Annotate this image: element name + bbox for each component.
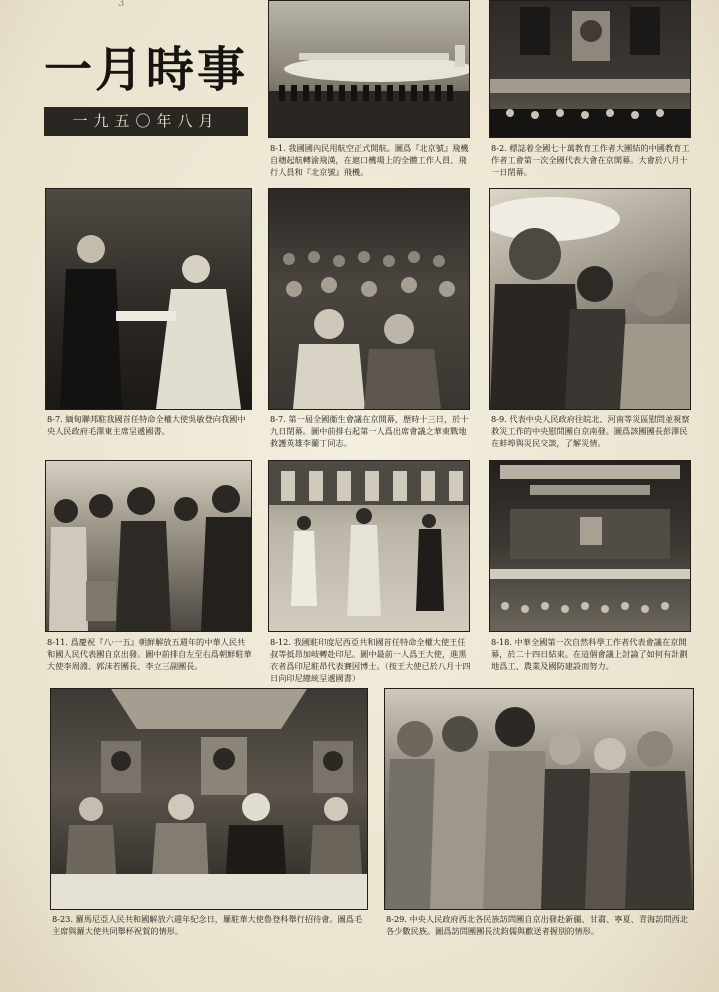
banquet-toast-photo-icon <box>51 689 367 909</box>
caption-8-12: 8-12. 我國駐印度尼西亞共和國首任特命全權大使王任叔等抵昂加岐轉赴印尼。圖中最前一人爲王大使，進黑衣者爲印尼駐昂代表賽因博士。（按王大使已於八月十四日向印尼總統呈遞國書） <box>270 637 471 683</box>
credentials-ceremony-photo <box>45 188 252 410</box>
delegation-visit-photo-icon <box>385 689 693 909</box>
caption-8-18: 8-18. 中華全國第一次自然科學工作者代表會議在京開幕，於二十四日結束。在這個會議上討論了如何有計劃地爲工、農業及國防建設而努力。 <box>491 637 688 671</box>
caption-8-9: 8-9. 代表中央人民政府往皖北、河南等災區慰問並視察救災工作的中央慰問團自京南發。圖爲該團團長彭澤民在蚌埠與災民交談，了解災情。 <box>491 414 690 448</box>
caption-8-29: 8-29. 中央人民政府西北各民族訪問團自京出發赴新疆、甘肅、寧夏、青海訪問西北各少數民族。圖爲訪問團團長沈鈞儒與歡送者握別的情形。 <box>386 914 688 936</box>
airliner-photo <box>268 0 470 138</box>
science-conference-photo <box>489 460 691 632</box>
reception-applause-photo <box>45 460 252 632</box>
corner-mark: 3 <box>118 0 125 9</box>
page-title: 一月時事 <box>44 42 249 98</box>
airport-arrival-photo <box>268 460 470 632</box>
caption-8-1: 8-1. 我國國內民用航空正式開航。圖爲『北京號』飛機自穗起航轉渝飛漢，在滬口機場上的全體工作人員、飛行人員和『北京號』飛機。 <box>270 143 469 177</box>
credentials-ceremony-photo-icon <box>46 189 251 409</box>
caption-8-23: 8-23. 羅馬尼亞人民共和國解放六週年紀念日，羅駐華大使魯登科舉行招待會。圖爲毛主席與羅大使共同舉杯祝賀的情形。 <box>52 914 363 936</box>
airport-arrival-photo-icon <box>269 461 469 631</box>
reception-applause-photo-icon <box>46 461 251 631</box>
caption-8-2: 8-2. 標誌着全國七十萬教育工作者大團結的中國教育工作者工會第一次全國代表大會在京開幕。大會於八月十一日閉幕。 <box>491 143 690 177</box>
caption-8-7b: 8-7. 第一屆全國衞生會議在京開幕，歷時十三日，於十九日閉幕。圖中前排右起第一人爲出席會議之華東戰地救護英雄李蘭丁同志。 <box>270 414 469 448</box>
banquet-toast-photo <box>50 688 368 910</box>
assembly-audience-photo <box>268 188 470 410</box>
caption-8-7a: 8-7. 緬甸聯邦駐我國首任特命全權大使吳敏登向我國中央人民政府毛澤東主席呈遞國書。 <box>47 414 246 436</box>
airliner-photo-icon <box>269 1 469 137</box>
science-conference-photo-icon <box>490 461 690 631</box>
caption-8-11: 8-11. 爲慶祝『八·一五』朝鮮解放五週年的中華人民共和國人民代表團自京出發。圖中前排自左至右爲朝鮮駐華大使李周淵、郭沫若團長、李立三副團長。 <box>47 637 252 671</box>
issue-date: 一九五〇年八月 <box>44 107 248 136</box>
delegation-visit-photo <box>384 688 694 910</box>
flood-victims-photo <box>489 188 691 410</box>
congress-hall-photo <box>489 0 691 138</box>
flood-victims-photo-icon <box>490 189 690 409</box>
congress-hall-photo-icon <box>490 1 690 137</box>
assembly-audience-photo-icon <box>269 189 469 409</box>
